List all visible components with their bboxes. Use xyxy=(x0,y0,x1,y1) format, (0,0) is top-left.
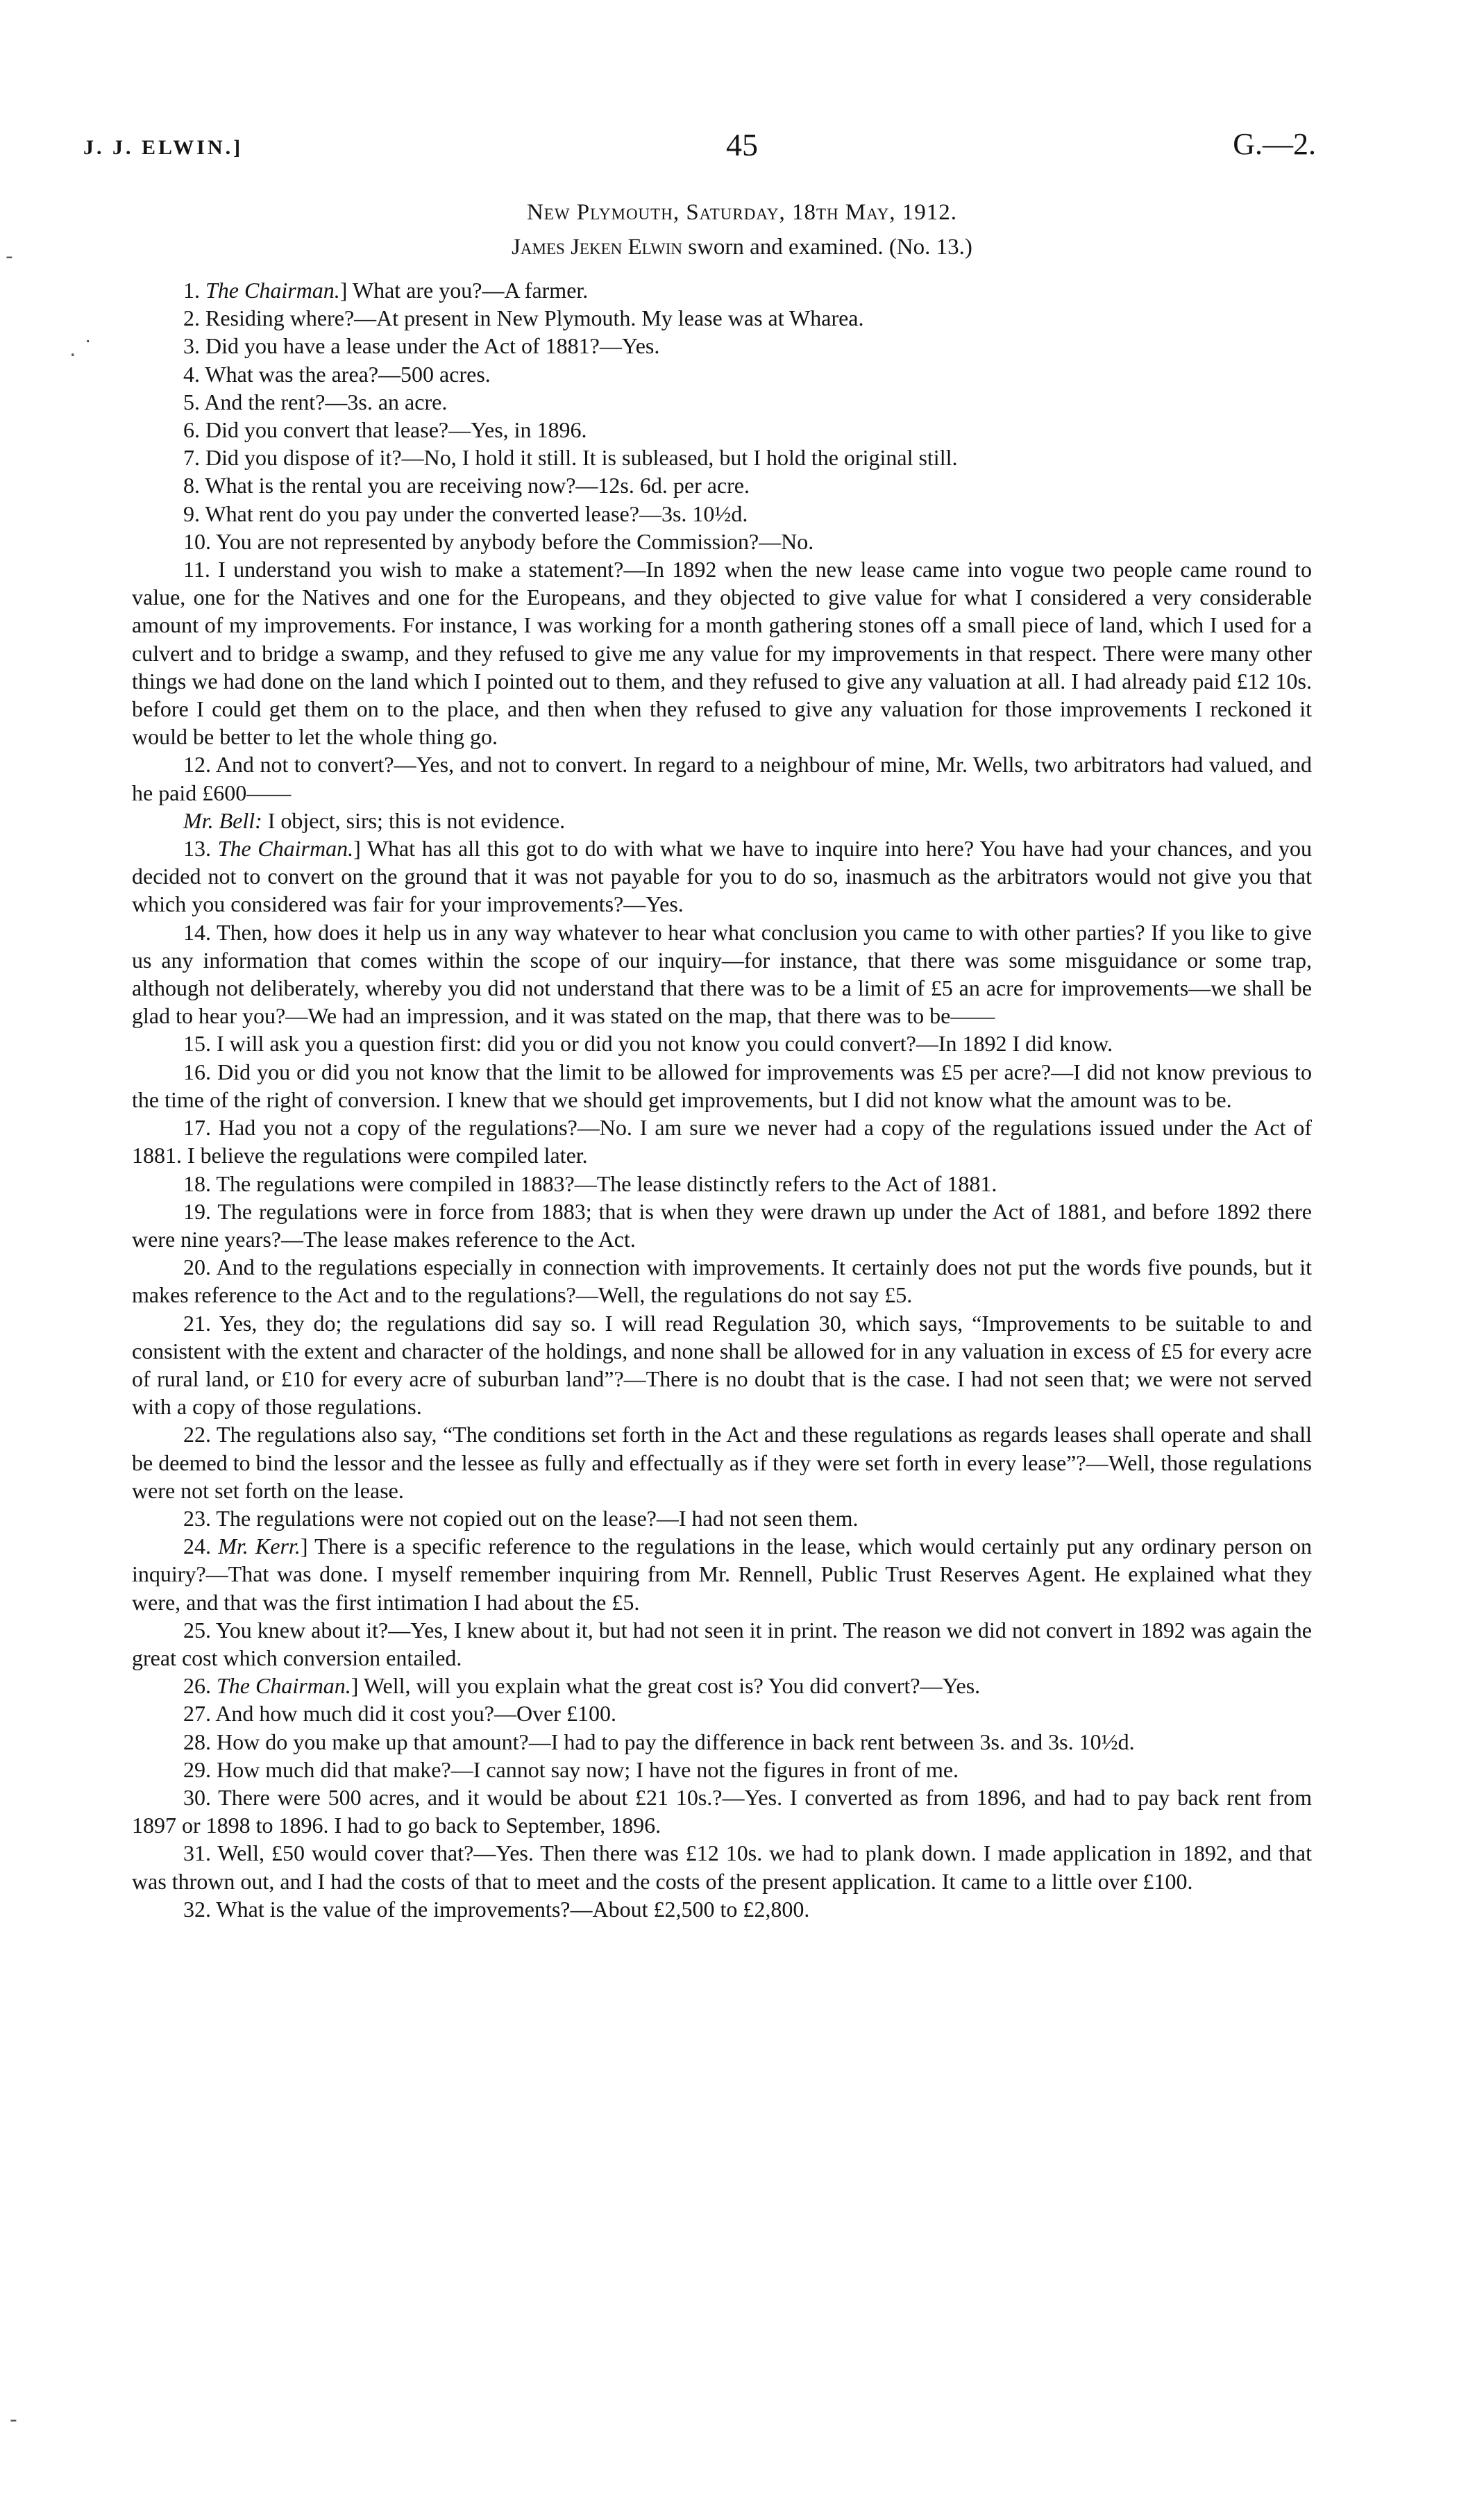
paragraph-text: I will ask you a question first: did you or did you not know you could convert?—In 1892 I did know. xyxy=(217,1031,1113,1057)
question-number: 8. xyxy=(183,473,205,498)
paragraph-text: The regulations were not copied out on the lease?—I had not seen them. xyxy=(216,1505,859,1531)
paragraph-text: ] Well, will you explain what the great cost is? You did convert?—Yes. xyxy=(351,1673,981,1699)
paragraph-text: How do you make up that amount?—I had to pay the difference in back rent between 3s. and 3s. 10½d. xyxy=(217,1729,1135,1754)
question-number: 4. xyxy=(183,361,205,387)
speaker-name: Mr. Bell: xyxy=(183,807,262,833)
question-number: 16. xyxy=(183,1059,218,1084)
question-number: 12. xyxy=(183,752,216,778)
question-paragraph xyxy=(132,1309,1312,1421)
question-number: 29. xyxy=(183,1756,217,1782)
question-paragraph xyxy=(132,1058,1312,1114)
question-number: 20. xyxy=(183,1254,217,1280)
question-paragraph xyxy=(132,1030,1312,1057)
paragraph-text: You are not represented by anybody before the Commission?—No. xyxy=(215,528,814,554)
margin-mark: . ˙ xyxy=(69,337,94,362)
question-paragraph xyxy=(132,1114,1312,1169)
question-number: 14. xyxy=(183,919,217,945)
speaker-name: The Chairman. xyxy=(217,836,354,862)
question-number: 9. xyxy=(183,501,205,526)
question-paragraph xyxy=(132,1728,1312,1756)
question-paragraph xyxy=(132,1699,1312,1727)
paragraph-text: What rent do you pay under the converted lease?—3s. 10½d. xyxy=(205,501,748,526)
question-paragraph xyxy=(132,360,1312,388)
speaker-name: The Chairman. xyxy=(217,1673,351,1699)
question-number: 1. xyxy=(183,278,205,303)
page-number: 45 xyxy=(726,127,758,162)
question-paragraph xyxy=(132,918,1312,1030)
paragraph-text: What is the value of the improvements?—About £2,500 to £2,800. xyxy=(216,1896,810,1922)
question-paragraph xyxy=(132,1504,1312,1532)
witness-status: sworn and examined. (No. 13.) xyxy=(682,235,972,260)
question-paragraph xyxy=(132,332,1312,360)
question-number: 30. xyxy=(183,1784,219,1810)
paragraph-text: ] There is a specific reference to the regulations in the lease, which would certainly put any ordinary person on inquiry?—That was done. I myself remember inquiring from Mr. Rennell, Public Trust Reserves Agent. He explained what they were, and that was the first intimation I had about the £5. xyxy=(132,1534,1313,1615)
sitting-heading: New Plymouth, Saturday, 18th May, 1912. xyxy=(526,200,958,225)
paragraph-text: What is the rental you are receiving now?—12s. 6d. per acre. xyxy=(205,473,750,498)
question-number: 22. xyxy=(183,1422,217,1447)
question-paragraph xyxy=(132,1253,1312,1309)
question-number: 25. xyxy=(183,1617,216,1643)
question-number: 27. xyxy=(183,1701,216,1727)
speaker-name: Mr. Kerr. xyxy=(218,1534,301,1559)
question-number: 10. xyxy=(183,528,216,554)
witness-name: James Jeken Elwin xyxy=(512,235,682,260)
margin-mark: - xyxy=(6,244,13,269)
paragraph-text: Did you or did you not know that the limit to be allowed for improvements was £5 per acre?—I did not know previous to the time of the right of conversion. I knew that we should get improvements, but I did not know what the amount was to be. xyxy=(132,1059,1313,1112)
question-paragraph xyxy=(132,471,1312,499)
question-number: 3. xyxy=(183,333,205,359)
paragraph-text: Had you not a copy of the regulations?—No. I am sure we never had a copy of the regulations issued under the Act of 1881. I believe the regulations were compiled later. xyxy=(132,1115,1313,1168)
paragraph-text: I understand you wish to make a statement?—In 1892 when the new lease came into vogue two people came round to value, one for the Natives and one for the Europeans, and they objected to give value for what I considered a very considerable amount of my improvements. For instance, I was working for a month gathering stones off a small piece of land, which I used for a culvert and to bridge a swamp, and they refused to give me any value for my improvements in that respect. There were many other things we had done on the land which I pointed out to them, and they refused to give any valuation at all. I had already paid £12 10s. before I could get them on to the place, and then when they refused to give any valuation for those improvements I reckoned it would be better to let the whole thing go. xyxy=(132,557,1313,750)
question-number: 28. xyxy=(183,1729,217,1754)
paragraph-text: Did you convert that lease?—Yes, in 1896. xyxy=(205,417,587,443)
speaker-name: The Chairman. xyxy=(205,278,340,303)
question-paragraph xyxy=(132,500,1312,528)
question-number: 11. xyxy=(183,557,219,582)
witness-heading xyxy=(0,235,1484,260)
paragraph-text: And to the regulations especially in connection with improvements. It certainly does not put the words five pounds, but it makes reference to the Act and to the regulations?—Well, the regulations do not say £5. xyxy=(132,1254,1312,1308)
question-number: 26. xyxy=(183,1673,217,1699)
paragraph-text: ] What are you?—A farmer. xyxy=(339,278,589,303)
paragraph-text: Did you have a lease under the Act of 1881?—Yes. xyxy=(205,333,660,359)
paragraph-text: Yes, they do; the regulations did say so. I will read Regulation 30, which says, “Improvements to be suitable to and consistent with the extent and character of the holdings, and none shall be allowed for in any valuation in excess of £5 for every acre of rural land, or £10 for every acre of suburban land”?—There is no doubt that is the case. I had not seen that; we were not served with a copy of those regulations. xyxy=(132,1310,1313,1420)
paragraph-text: Residing where?—At present in New Plymouth. My lease was at Wharea. xyxy=(205,305,864,331)
question-number: 21. xyxy=(183,1310,219,1336)
margin-mark: - xyxy=(10,2408,17,2432)
question-paragraph xyxy=(132,1672,1312,1699)
question-number: 18. xyxy=(183,1170,217,1196)
question-paragraph xyxy=(132,528,1312,555)
paragraph-text: The regulations were compiled in 1883?—The lease distinctly refers to the Act of 1881. xyxy=(216,1170,997,1196)
question-paragraph xyxy=(132,1198,1312,1253)
paragraph-text: ] What has all this got to do with what we have to inquire into here? You have had your chances, and you decided not to convert on the ground that it was not payable for you to do so, inasmuch as the arbitrators would not give you that which you considered was fair for your improvements?—Yes. xyxy=(132,836,1313,917)
question-paragraph xyxy=(132,555,1312,750)
question-paragraph xyxy=(132,1532,1312,1616)
question-paragraph xyxy=(132,1420,1312,1504)
question-number: 32. xyxy=(183,1896,217,1922)
question-paragraph xyxy=(132,416,1312,444)
question-paragraph xyxy=(132,1783,1312,1839)
paragraph-text: You knew about it?—Yes, I knew about it, but had not seen it in print. The reason we did not convert in 1892 was again the great cost which conversion entailed. xyxy=(132,1617,1313,1670)
question-number: 6. xyxy=(183,417,205,443)
transcript-body xyxy=(132,276,1312,1923)
question-paragraph xyxy=(132,444,1312,471)
question-number: 23. xyxy=(183,1505,217,1531)
question-paragraph xyxy=(132,304,1312,332)
question-number: 7. xyxy=(183,445,205,471)
question-number: 2. xyxy=(183,305,205,331)
question-paragraph xyxy=(132,1839,1312,1895)
paragraph-text: There were 500 acres, and it would be about £21 10s.?—Yes. I converted as from 1896, and had to pay back rent from 1897 or 1898 to 1896. I had to go back to September, 1896. xyxy=(132,1784,1313,1838)
question-paragraph xyxy=(132,1616,1312,1672)
question-number: 19. xyxy=(183,1198,218,1224)
paragraph-text: How much did that make?—I cannot say now; I have not the figures in front of me. xyxy=(217,1756,959,1782)
paragraph-text: I object, sirs; this is not evidence. xyxy=(262,807,566,833)
paragraph-text: What was the area?—500 acres. xyxy=(205,361,491,387)
paragraph-text: And the rent?—3s. an acre. xyxy=(204,389,448,414)
paragraph-text: The regulations were in force from 1883; that is when they were drawn up under the Act of 1881, and before 1892 there were nine years?—The lease makes reference to the Act. xyxy=(132,1198,1313,1252)
page-header xyxy=(0,124,1484,172)
question-paragraph xyxy=(132,388,1312,416)
question-paragraph xyxy=(132,1170,1312,1198)
question-number: 5. xyxy=(183,389,205,414)
question-paragraph xyxy=(132,1895,1312,1923)
question-number: 15. xyxy=(183,1031,217,1057)
question-paragraph xyxy=(132,276,1312,304)
question-paragraph xyxy=(132,807,1312,834)
question-paragraph xyxy=(132,834,1312,918)
question-number: 17. xyxy=(183,1115,219,1141)
paragraph-text: Well, £50 would cover that?—Yes. Then there was £12 10s. we had to plank down. I made application in 1892, and that was thrown out, and I had the costs of that to meet and the costs of the present application. It came to a little over £100. xyxy=(132,1840,1313,1894)
question-number: 13. xyxy=(183,836,218,862)
question-number: 24. xyxy=(183,1534,219,1559)
question-paragraph xyxy=(132,750,1312,806)
document-reference: G.—2. xyxy=(1233,127,1316,161)
paragraph-text: Then, how does it help us in any way whatever to hear what conclusion you came to with other parties? If you like to give us any information that comes within the scope of our inquiry—for instance, that there was some misguidance or some trap, although not deliberately, whereby you did not understand that there was to be a limit of £5 an acre for improvements—we shall be glad to hear you?—We had an impression, and it was stated on the map, that there was to be—— xyxy=(132,919,1313,1029)
question-number: 31. xyxy=(183,1840,218,1866)
paragraph-text: Did you dispose of it?—No, I hold it still. It is subleased, but I hold the original still. xyxy=(205,445,958,471)
paragraph-text: And how much did it cost you?—Over £100. xyxy=(215,1701,616,1727)
paragraph-text: And not to convert?—Yes, and not to convert. In regard to a neighbour of mine, Mr. Wells, two arbitrators had valued, and he paid £600—— xyxy=(132,752,1313,805)
header-witness: J. J. ELWIN.] xyxy=(83,136,244,159)
question-paragraph xyxy=(132,1756,1312,1783)
paragraph-text: The regulations also say, “The conditions set forth in the Act and these regulations as regards leases shall operate and shall be deemed to bind the lessor and the lessee as fully and effectually as if they were set forth in every lease”?—Well, those regulations were not set forth on the lease. xyxy=(132,1422,1313,1503)
